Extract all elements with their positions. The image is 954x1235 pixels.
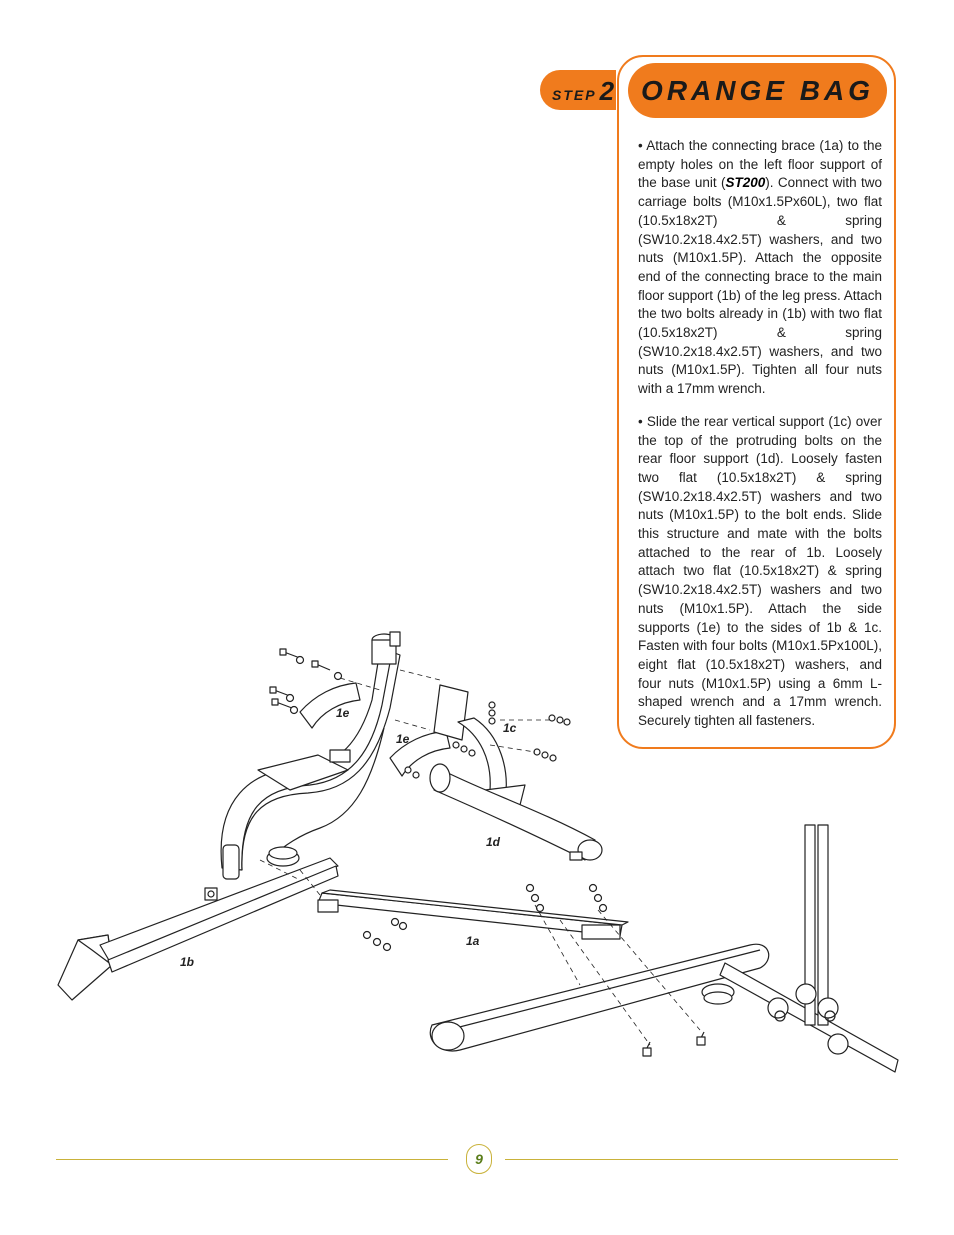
page-number-badge xyxy=(466,1144,492,1174)
instruction-paragraph-1: • Attach the connecting brace (1a) to the empty holes on the left floor support of the base unit (ST200). Connect with two carriage bolts (M10x1.5Px60L), two flat (10.5x18x2T) & spring (SW10.2x18.4x2.5T) washers, and two nuts (M10x1.5P). Attach the opposite end of the connecting brace to the main floor support (1b) of the leg press. Attach the two bolts already in (1b) with two flat (10.5x18x2T) & spring (SW10.2x18.4x2.5T) washers, and two nuts (M10x1.5P). Tighten all four nuts with a 17mm wrench. xyxy=(638,138,883,397)
side-support-1e-upper xyxy=(300,683,360,728)
footer-rule-right xyxy=(505,1159,898,1160)
page-number: 9 xyxy=(475,1151,483,1167)
main-floor-support-1b xyxy=(58,858,338,1000)
model-number: ST200 xyxy=(725,175,766,191)
part-label-1d: 1d xyxy=(486,835,501,849)
part-label-1e-upper: 1e xyxy=(336,706,350,720)
part-label-1a: 1a xyxy=(466,934,480,948)
connecting-brace-1a xyxy=(318,890,628,939)
curved-column xyxy=(221,632,400,879)
base-unit-st200 xyxy=(430,825,898,1072)
part-label-1e-lower: 1e xyxy=(396,732,410,746)
step-number: 2 xyxy=(599,76,615,106)
step-word: STEP xyxy=(552,87,597,103)
part-label-1c: 1c xyxy=(503,721,517,735)
instruction-paragraph-2: • Slide the rear vertical support (1c) over the top of the protruding bolts on the rear floor support (1d). Loosely fasten two flat (10.5x18x2T) & spring (SW10.2x18.4x2.5T) washers and two nuts (M10x1.5P) to the bolt ends. Slide this structure and mate with the bolts attached to the rear of 1b. Loosely attach two flat (10.5x18x2T) & spring (SW10.2x18.4x2.5T) washers and two nuts (M10x1.5P). Attach the side supports (1e) to the sides of 1b & 1c. Fasten with four bolts (M10x1.5Px100L), eight flat (10.5x18x2T) washers, and four nuts (M10x1.5P) using a 6mm L-shaped wrench and a 17mm wrench. Securely tighten all fasteners. xyxy=(638,413,882,729)
page-title: ORANGE BAG xyxy=(641,74,874,106)
footer-rule-left xyxy=(56,1159,448,1160)
part-label-1b: 1b xyxy=(180,955,195,969)
rear-floor-support-1d xyxy=(430,764,602,860)
